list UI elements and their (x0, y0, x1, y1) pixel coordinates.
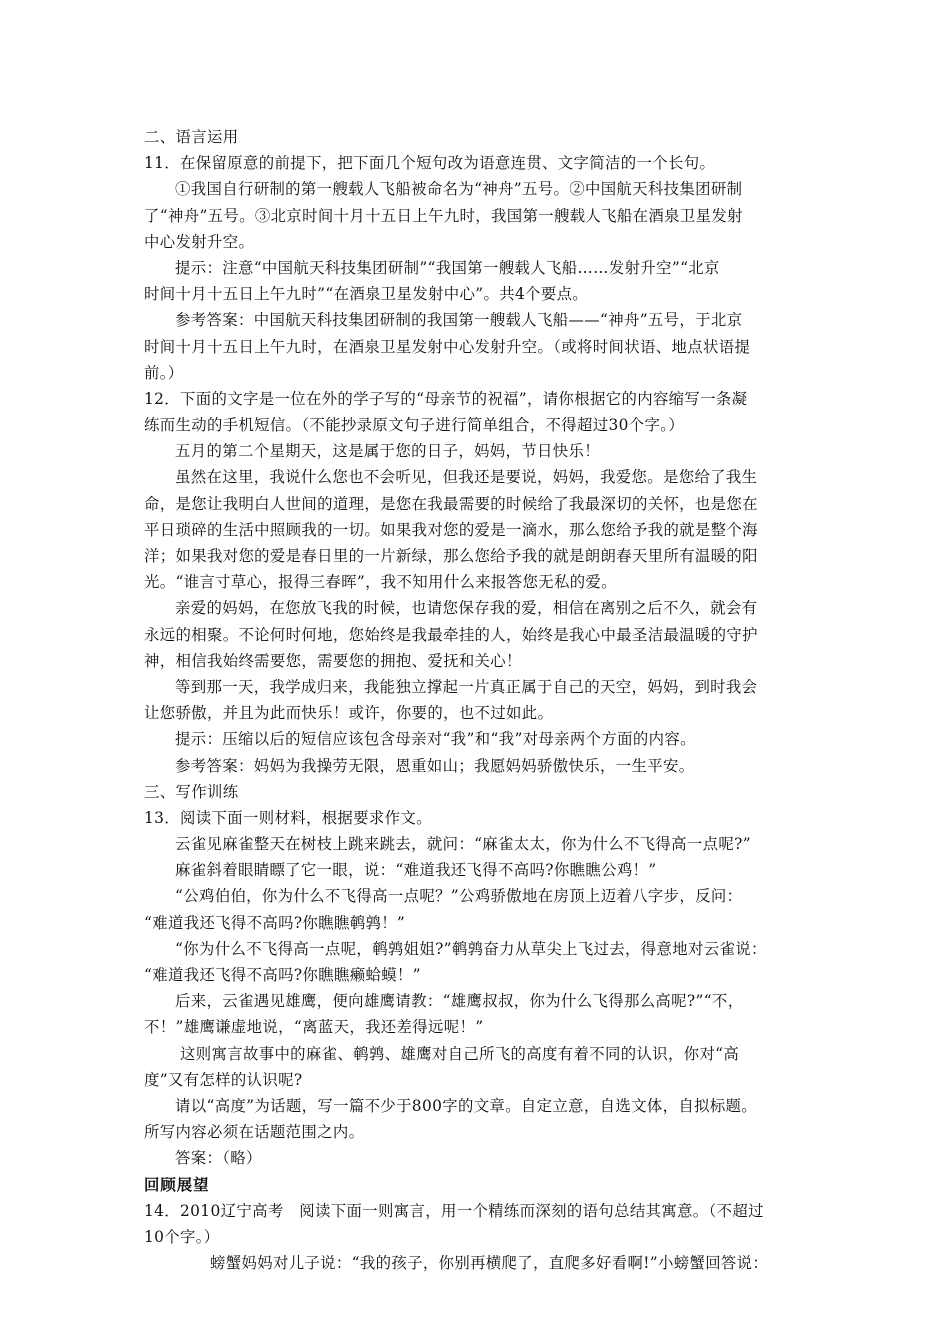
review-heading: 回顾展望 (144, 1175, 210, 1194)
text-line: 云雀见麻雀整天在树枝上跳来跳去，就问：“麻雀太太，你为什么不飞得高一点呢?” (175, 835, 751, 854)
text-line: “你为什么不飞得高一点呢，鹌鹑姐姐?”鹌鹑奋力从草尖上飞过去，得意地对云雀说： (175, 939, 767, 958)
answer-line: 时间十月十五日上午九时，在酒泉卫星发射中心发射升空。（或将时间状语、地点状语提 (144, 337, 751, 356)
hint-line: 提示：注意“中国航天科技集团研制”“我国第一艘载人飞船……发射升空”“北京 (175, 258, 720, 277)
text-line: 了“神舟”五号。③北京时间十月十五日上午九时，我国第一艘载人飞船在酒泉卫星发射 (144, 206, 743, 225)
section-heading: 二、语言运用 (144, 128, 239, 146)
text-line: 亲爱的妈妈，在您放飞我的时候，也请您保存我的爱，相信在离别之后不久，就会有 (175, 599, 758, 618)
text-line: ①我国自行研制的第一艘载人飞船被命名为“神舟”五号。②中国航天科技集团研制 (175, 180, 743, 199)
document-page (144, 124, 820, 1276)
text-line: 请以“高度”为话题，写一篇不少于800字的文章。自定立意，自选文体，自拟标题。 (175, 1096, 758, 1115)
text-line: 中心发射升空。 (144, 232, 255, 251)
text-line: 麻雀斜着眼睛瞟了它一眼，说：“难道我还飞得不高吗?你瞧瞧公鸡！” (175, 861, 657, 880)
question-14: 14．2010辽宁高考 阅读下面一则寓言，用一个精练而深刻的语句总结其寓意。（不超过 (144, 1201, 764, 1220)
text-line: 平日琐碎的生活中照顾我的一切。如果我对您的爱是一滴水，那么您给予我的就是整个海 (144, 520, 758, 539)
question-11: 11．在保留原意的前提下，把下面几个短句改为语意连贯、文字简洁的一个长句。 (144, 154, 716, 173)
section-heading: 三、写作训练 (144, 782, 239, 801)
hint-line: 时间十月十五日上午九时”“在酒泉卫星发射中心”。共4个要点。 (144, 285, 589, 304)
answer-line: 答案：（略） (175, 1149, 262, 1168)
text-line: 螃蟹妈妈对儿子说：“我的孩子，你别再横爬了，直爬多好看啊!”小螃蟹回答说： (210, 1254, 769, 1273)
hint-line: 提示：压缩以后的短信应该包含母亲对“我”和“我”对母亲两个方面的内容。 (175, 730, 696, 749)
question-12: 12．下面的文字是一位在外的学子写的“母亲节的祝福”，请你根据它的内容缩写一条凝 (144, 389, 748, 408)
question-13: 13．阅读下面一则材料，根据要求作文。 (144, 808, 432, 827)
question-12: 练而生动的手机短信。（不能抄录原文句子进行简单组合，不得超过30个字。） (144, 416, 685, 435)
text-line: “难道我还飞得不高吗?你瞧瞧癞蛤蟆！” (144, 966, 421, 984)
text-line: 五月的第二个星期天，这是属于您的日子，妈妈，节日快乐！ (175, 442, 600, 461)
text-line: 光。“谁言寸草心，报得三春晖”，我不知用什么来报答您无私的爱。 (144, 573, 617, 592)
text-line: 所写内容必须在话题范围之内。 (144, 1123, 365, 1142)
question-14: 10个字。） (144, 1227, 220, 1246)
text-line: 命，是您让我明白人世间的道理，是您在我最需要的时候给了我最深切的关怀，也是您在 (144, 494, 758, 513)
text-line: 等到那一天，我学成归来，我能独立撑起一片真正属于自己的天空，妈妈，到时我会 (175, 677, 758, 696)
answer-line: 参考答案：中国航天科技集团研制的我国第一艘载人飞船——“神舟”五号，于北京 (175, 311, 743, 330)
text-line: 神，相信我始终需要您，需要您的拥抱、爱抚和关心！ (144, 651, 522, 670)
text-line: “难道我还飞得不高吗?你瞧瞧鹌鹑！” (144, 913, 406, 932)
text-line: 这则寓言故事中的麻雀、鹌鹑、雄鹰对自己所飞的高度有着不同的认识，你对“高 (180, 1044, 740, 1063)
answer-line: 前。） (144, 363, 184, 382)
text-line: 度”又有怎样的认识呢? (144, 1070, 303, 1089)
text-line: 虽然在这里，我说什么您也不会听见，但我还是要说，妈妈，我爱您。是您给了我生 (175, 468, 758, 487)
answer-line: 参考答案：妈妈为我操劳无限，恩重如山；我愿妈妈骄傲快乐，一生平安。 (175, 756, 695, 775)
text-line: 洋；如果我对您的爱是春日里的一片新绿，那么您给予我的就是朗朗春天里所有温暖的阳 (144, 547, 758, 565)
text-line: 后来，云雀遇见雄鹰，便向雄鹰请教：“雄鹰叔叔，你为什么飞得那么高呢?”“不， (175, 992, 744, 1011)
text-line: 不！”雄鹰谦虚地说，“离蓝天，我还差得远呢！” (144, 1018, 484, 1037)
text-line: “公鸡伯伯，你为什么不飞得高一点呢？”公鸡骄傲地在房顶上迈着八字步，反问： (175, 887, 743, 906)
text-line: 让您骄傲，并且为此而快乐！或许，你要的，也不过如此。 (144, 704, 554, 723)
text-line: 永远的相聚。不论何时何地，您始终是我最牵挂的人，始终是我心中最圣洁最温暖的守护 (144, 625, 758, 644)
